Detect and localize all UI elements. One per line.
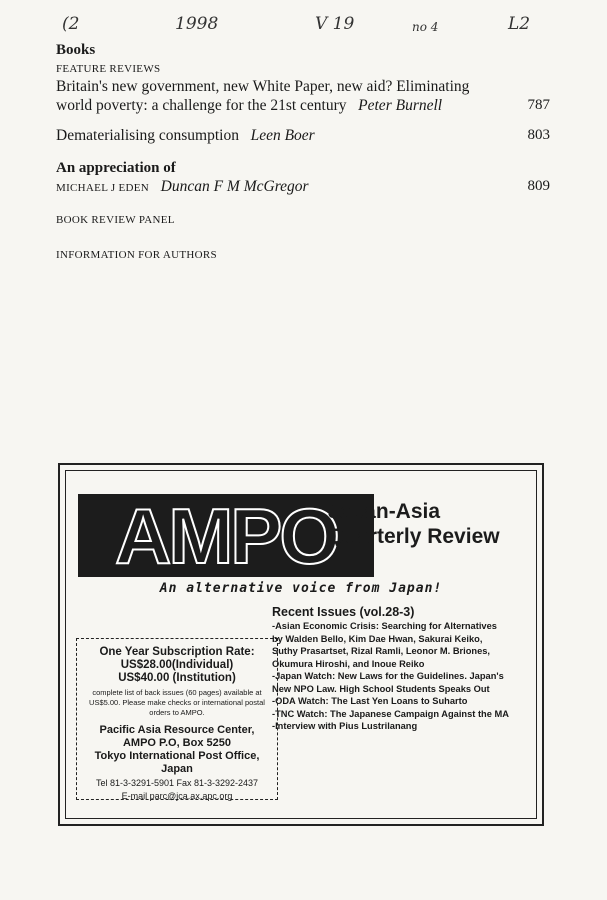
journal-title-line: Quarterly Review (328, 525, 500, 548)
address (77, 724, 277, 776)
back-issues-note: complete list of back issues (60 pages) available at US$5.00. Please make checks or international postal orders to AMPO. (89, 688, 265, 717)
journal-title-line: Japan-Asia (328, 500, 441, 523)
entry-page: 803 (527, 127, 550, 143)
journal-title (328, 499, 500, 549)
address-line: Tokyo International Post Office, (94, 750, 260, 762)
entry-author: Leen Boer (250, 127, 315, 144)
recent-issues-title: Recent Issues (vol.28-3) (272, 605, 415, 619)
address-line: Pacific Asia Resource Center, (99, 724, 255, 736)
handwritten-note: (2 (62, 14, 80, 34)
rate-institution: US$40.00 (Institution) (118, 672, 236, 684)
entry-page: 787 (527, 97, 550, 113)
logo-text: AMPO (115, 492, 337, 580)
handwritten-note: 1998 (175, 14, 219, 34)
recent-issues (272, 604, 537, 733)
toc-entry (56, 126, 550, 145)
tel-fax: Tel 81-3-3291-5901 Fax 81-3-3292-2437 (95, 778, 259, 788)
tagline: An alternative voice from Japan! (159, 581, 443, 596)
recent-issues-list (272, 620, 537, 733)
handwritten-note: L2 (508, 14, 531, 34)
rate-individual: US$28.00(Individual) (120, 659, 234, 671)
entry-page: 809 (527, 178, 550, 194)
address-line: Japan (161, 763, 193, 775)
ampo-advertisement (58, 463, 544, 826)
entry-author: Peter Burnell (358, 97, 443, 114)
handwritten-note: no 4 (412, 20, 439, 34)
ad-inner-frame (65, 470, 537, 819)
address-line: AMPO P.O, Box 5250 (122, 737, 231, 749)
feature-reviews-label: FEATURE REVIEWS (56, 63, 161, 75)
entry-title: Britain's new government, new White Paper, new aid? Eliminating world poverty: a challenge for the 21st century (56, 78, 470, 114)
entry-title: Dematerialising consumption (56, 127, 239, 144)
list-item: -ODA Watch: The Last Yen Loans to Suharto (272, 696, 468, 706)
email: E-mail parc@jca.ax.apc.org (121, 791, 233, 801)
toc-entry (56, 77, 550, 115)
book-review-panel: BOOK REVIEW PANEL (56, 214, 175, 226)
entry-author: Duncan F M McGregor (160, 178, 309, 195)
entry-subject: MICHAEL J EDEN (56, 182, 150, 194)
list-item: -TNC Watch: The Japanese Campaign Against the MA (272, 708, 509, 719)
information-for-authors: INFORMATION FOR AUTHORS (56, 249, 217, 261)
appreciation-heading: An appreciation of (56, 160, 176, 176)
toc-entry (56, 177, 550, 196)
subscription-box (76, 638, 278, 800)
books-heading: Books (56, 42, 96, 58)
table-of-contents (56, 41, 550, 262)
handwritten-note: V 19 (315, 14, 355, 34)
list-item: -Japan Watch: New Laws for the Guidelines. Japan's New NPO Law. High School Students Speaks Out (272, 671, 504, 694)
subscription-title: One Year Subscription Rate: (99, 646, 255, 658)
list-item: -Asian Economic Crisis: Searching for Alternatives by Walden Bello, Kim Dae Hwan, Sakurai Keiko, Suthy Prasartset, Rizal Ramli, Leonor M. Briones, Okumura Hiroshi, and Inoue Reiko (272, 621, 497, 669)
list-item: -Interview with Pius Lustrilanang (272, 721, 418, 731)
